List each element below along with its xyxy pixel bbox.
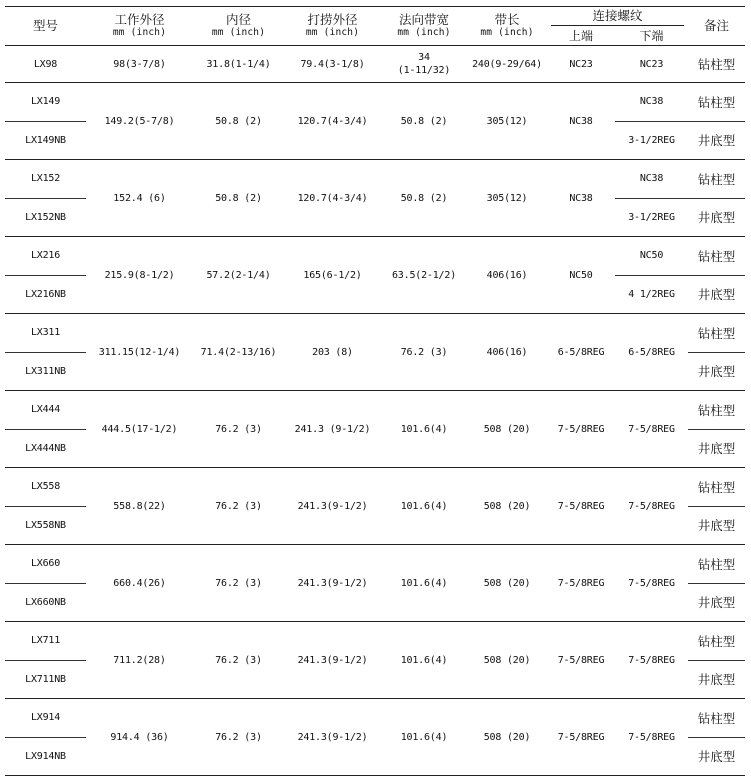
fishing-od-cell: 79.4(3-1/8) (284, 46, 381, 83)
band-width-cell: 101.6(4) (381, 391, 467, 468)
header-id-unit: mm (inch) (211, 27, 266, 38)
header-band-width-label: 法向带宽 (398, 12, 449, 27)
id-cell: 76.2 (3) (193, 699, 284, 776)
band-length-cell: 508 (20) (467, 545, 547, 622)
fishing-od-cell: 165(6-1/2) (284, 237, 381, 314)
fishing-od-cell: 241.3(9-1/2) (284, 699, 381, 776)
table-row (5, 622, 745, 661)
header-model: 型号 (5, 7, 86, 46)
id-cell: 57.2(2-1/4) (193, 237, 284, 314)
id-cell: 76.2 (3) (193, 545, 284, 622)
fishing-od-cell: 241.3(9-1/2) (284, 622, 381, 699)
fishing-od-cell: 241.3(9-1/2) (284, 468, 381, 545)
thread-lower-cell: 7-5/8REG (615, 391, 688, 468)
band-width-cell: 101.6(4) (381, 699, 467, 776)
header-od (86, 7, 193, 46)
header-thread (547, 7, 688, 26)
model-cell: LX711 (5, 622, 86, 661)
model-cell: LX660 (5, 545, 86, 584)
thread-lower-nb-cell: 4 1/2REG (615, 275, 688, 314)
note-cell: 钻柱型 (688, 46, 745, 83)
table-row (5, 46, 745, 83)
od-cell: 149.2(5-7/8) (86, 83, 193, 160)
note-nb-cell: 井底型 (688, 352, 745, 391)
header-band-width-unit: mm (inch) (397, 27, 451, 38)
fishing-od-cell: 120.7(4-3/4) (284, 160, 381, 237)
od-cell: 711.2(28) (86, 622, 193, 699)
note-cell: 钻柱型 (688, 83, 745, 122)
header-thread-lower: 下端 (615, 26, 688, 46)
header-od-label: 工作外径 (114, 12, 165, 27)
note-cell: 钻柱型 (688, 699, 745, 738)
header-thread-upper: 上端 (547, 26, 615, 46)
fishing-od-cell: 241.3(9-1/2) (284, 545, 381, 622)
header-fishing-od-unit: mm (inch) (305, 27, 360, 38)
header-band-length (467, 7, 547, 46)
band-length-cell: 508 (20) (467, 468, 547, 545)
note-nb-cell: 井底型 (688, 506, 745, 545)
table-row (5, 83, 745, 122)
band-width-cell: 63.5(2-1/2) (381, 237, 467, 314)
fishing-od-cell: 241.3 (9-1/2) (284, 391, 381, 468)
model-nb-cell: LX711NB (5, 660, 86, 699)
thread-upper-cell: 7-5/8REG (547, 468, 615, 545)
band-width-cell: 76.2 (3) (381, 314, 467, 391)
od-cell: 215.9(8-1/2) (86, 237, 193, 314)
model-cell: LX216 (5, 237, 86, 276)
spec-table (5, 6, 745, 776)
note-nb-cell: 井底型 (688, 660, 745, 699)
model-nb-cell: LX216NB (5, 275, 86, 314)
id-cell: 31.8(1-1/4) (193, 46, 284, 83)
thread-lower-cell: 6-5/8REG (615, 314, 688, 391)
od-cell: 98(3-7/8) (86, 46, 193, 83)
band-length-cell: 305(12) (467, 160, 547, 237)
thread-lower-cell: 7-5/8REG (615, 622, 688, 699)
header-id (193, 7, 284, 46)
band-length-cell: 508 (20) (467, 699, 547, 776)
model-nb-cell: LX149NB (5, 121, 86, 160)
band-length-cell: 508 (20) (467, 391, 547, 468)
table-row (5, 545, 745, 584)
model-cell: LX149 (5, 83, 86, 122)
model-nb-cell: LX152NB (5, 198, 86, 237)
fishing-od-cell: 120.7(4-3/4) (284, 83, 381, 160)
note-cell: 钻柱型 (688, 160, 745, 199)
band-width-cell: 50.8 (2) (381, 160, 467, 237)
band-length-cell: 240(9-29/64) (467, 46, 547, 83)
thread-lower-cell: 7-5/8REG (615, 545, 688, 622)
model-cell: LX152 (5, 160, 86, 199)
model-nb-cell: LX444NB (5, 429, 86, 468)
band-width-cell: 101.6(4) (381, 468, 467, 545)
model-nb-cell: LX311NB (5, 352, 86, 391)
thread-upper-cell: 7-5/8REG (547, 699, 615, 776)
thread-lower-nb-cell: 3-1/2REG (615, 198, 688, 237)
thread-lower-cell: NC38 (615, 160, 688, 199)
thread-lower-cell: NC50 (615, 237, 688, 276)
fishing-od-cell: 203 (8) (284, 314, 381, 391)
od-cell: 558.8(22) (86, 468, 193, 545)
thread-lower-cell: NC38 (615, 83, 688, 122)
od-cell: 311.15(12-1/4) (86, 314, 193, 391)
note-cell: 钻柱型 (688, 622, 745, 661)
thread-upper-cell: NC23 (547, 46, 615, 83)
id-cell: 71.4(2-13/16) (193, 314, 284, 391)
model-nb-cell: LX558NB (5, 506, 86, 545)
band-width-cell: 50.8 (2) (381, 83, 467, 160)
od-cell: 444.5(17-1/2) (86, 391, 193, 468)
note-nb-cell: 井底型 (688, 583, 745, 622)
spec-body (5, 46, 745, 776)
header-band-length-label: 带长 (494, 12, 520, 27)
od-cell: 152.4 (6) (86, 160, 193, 237)
band-width-cell (381, 46, 467, 83)
band-length-cell: 406(16) (467, 237, 547, 314)
note-nb-cell: 井底型 (688, 121, 745, 160)
note-cell: 钻柱型 (688, 545, 745, 584)
model-cell: LX914 (5, 699, 86, 738)
table-row (5, 237, 745, 276)
thread-upper-cell: NC38 (547, 83, 615, 160)
thread-upper-cell: 7-5/8REG (547, 545, 615, 622)
band-length-cell: 305(12) (467, 83, 547, 160)
model-nb-cell: LX914NB (5, 737, 86, 776)
model-cell: LX558 (5, 468, 86, 507)
header-fishing-od-label: 打捞外径 (307, 12, 358, 27)
header-id-label: 内径 (225, 12, 251, 27)
note-nb-cell: 井底型 (688, 275, 745, 314)
band-length-cell: 508 (20) (467, 622, 547, 699)
table-row (5, 314, 745, 353)
model-nb-cell: LX660NB (5, 583, 86, 622)
id-cell: 76.2 (3) (193, 391, 284, 468)
od-cell: 914.4 (36) (86, 699, 193, 776)
thread-lower-cell: NC23 (615, 46, 688, 83)
thread-lower-nb-cell: 3-1/2REG (615, 121, 688, 160)
thread-upper-cell: NC38 (547, 160, 615, 237)
table-row (5, 160, 745, 199)
model-cell: LX311 (5, 314, 86, 353)
id-cell: 76.2 (3) (193, 622, 284, 699)
id-cell: 50.8 (2) (193, 83, 284, 160)
od-cell: 660.4(26) (86, 545, 193, 622)
id-cell: 76.2 (3) (193, 468, 284, 545)
table-row (5, 468, 745, 507)
note-cell: 钻柱型 (688, 314, 745, 353)
header-thread-label: 连接螺纹 (592, 8, 643, 24)
note-cell: 钻柱型 (688, 391, 745, 430)
model-cell: LX98 (5, 46, 86, 83)
header-thread-rule (551, 25, 684, 26)
header-note: 备注 (688, 7, 745, 46)
id-cell: 50.8 (2) (193, 160, 284, 237)
thread-upper-cell: 7-5/8REG (547, 391, 615, 468)
band-width-cell: 101.6(4) (381, 545, 467, 622)
thread-upper-cell: 7-5/8REG (547, 622, 615, 699)
note-cell: 钻柱型 (688, 237, 745, 276)
band-width-value: 34 (418, 52, 430, 63)
note-nb-cell: 井底型 (688, 429, 745, 468)
thread-lower-cell: 7-5/8REG (615, 699, 688, 776)
table-row (5, 699, 745, 738)
header-fishing-od (284, 7, 381, 46)
band-length-cell: 406(16) (467, 314, 547, 391)
band-width-inch: (1-11/32) (397, 65, 451, 76)
note-cell: 钻柱型 (688, 468, 745, 507)
note-nb-cell: 井底型 (688, 198, 745, 237)
model-cell: LX444 (5, 391, 86, 430)
header-band-length-unit: mm (inch) (480, 27, 534, 38)
table-row (5, 391, 745, 430)
thread-upper-cell: NC50 (547, 237, 615, 314)
thread-upper-cell: 6-5/8REG (547, 314, 615, 391)
header-od-unit: mm (inch) (112, 27, 167, 38)
note-nb-cell: 井底型 (688, 737, 745, 776)
band-width-cell: 101.6(4) (381, 622, 467, 699)
thread-lower-cell: 7-5/8REG (615, 468, 688, 545)
header-band-width (381, 7, 467, 46)
